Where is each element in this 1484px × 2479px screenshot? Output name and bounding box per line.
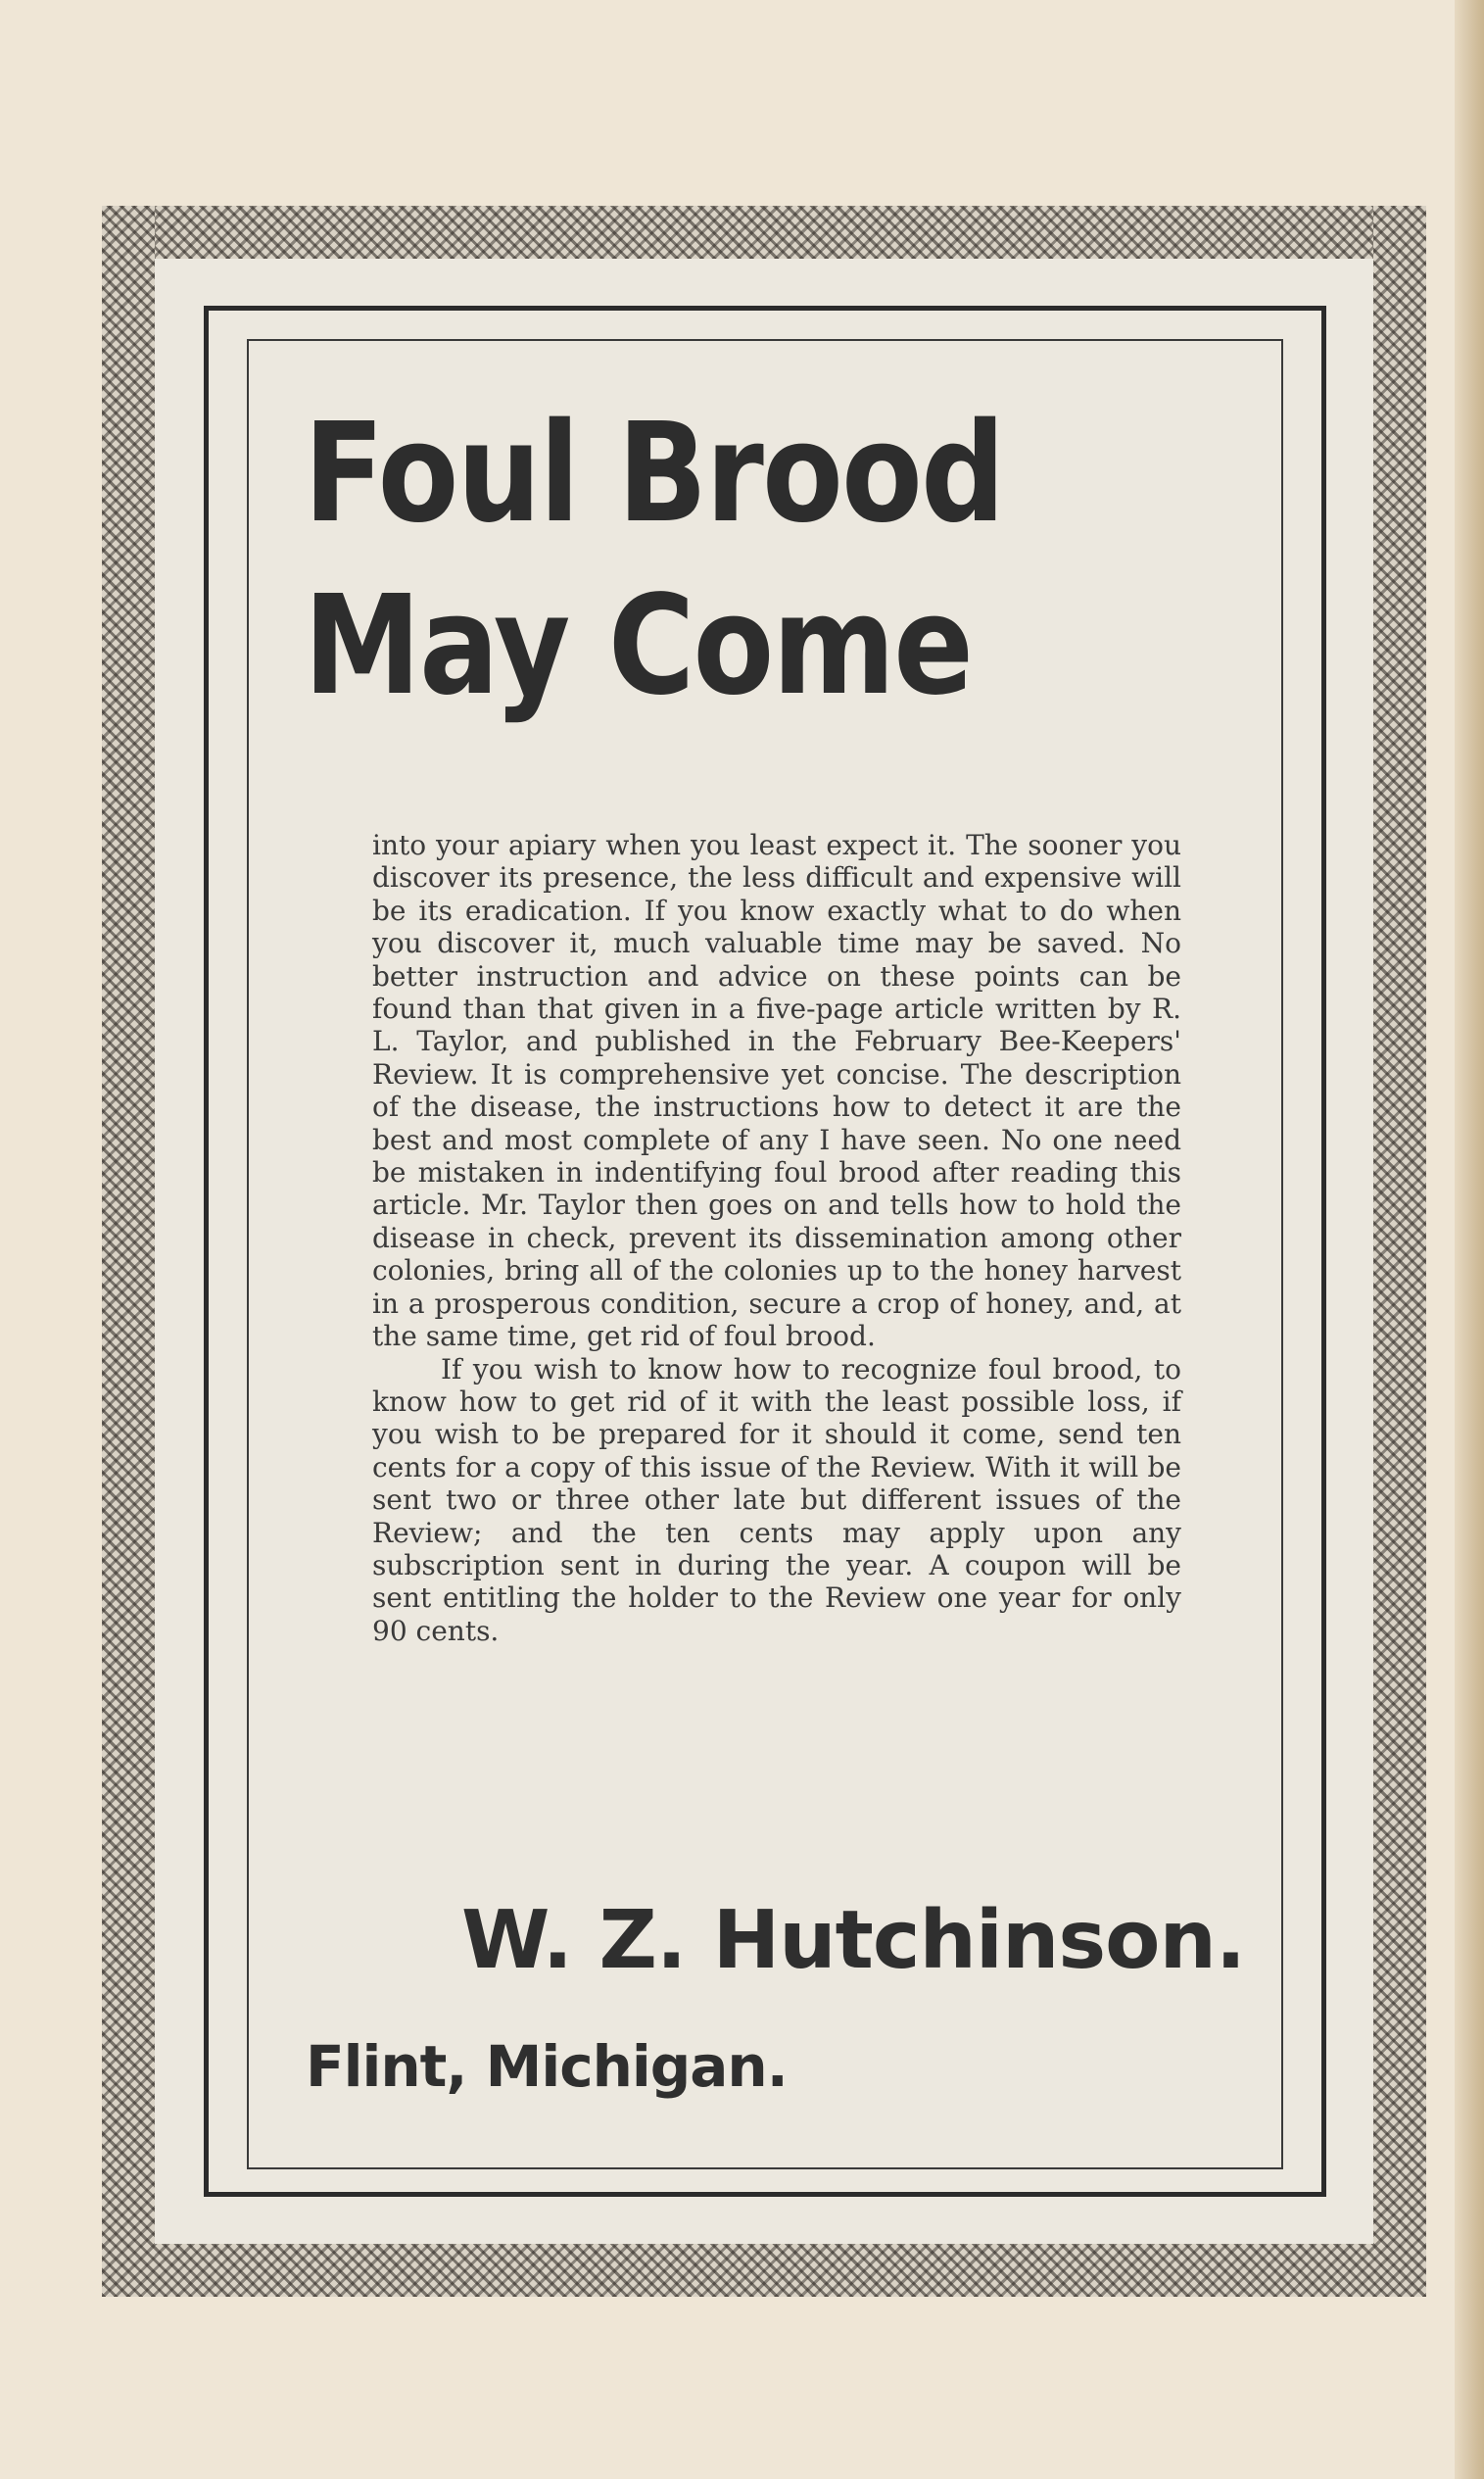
ornamental-border-right	[1373, 206, 1426, 2297]
advertisement-body	[372, 829, 1181, 1647]
body-paragraph-1: into your apiary when you least expect it. The sooner you discover its presence, the less difficult and expensive will be its eradication. If you know exactly what to do when you discover it, much valuable time may be saved. No better instruction and advice on these points can be found than that given in a five-page article written by R. L. Taylor, and published in the February Bee-Keepers' Review. It is comprehensive yet concise. The description of the disease, the instructions how to detect it are the best and most complete of any I have seen. No one need be mistaken in indentifying foul brood after reading this article. Mr. Taylor then goes on and tells how to hold the disease in check, prevent its dissemination among other colonies, bring all of the colonies up to the honey harvest in a prosperous condition, secure a crop of honey, and, at the same time, get rid of foul brood.	[372, 829, 1181, 1353]
headline-line-1: Foul Brood	[304, 394, 1004, 554]
body-paragraph-2: If you wish to know how to recognize foul brood, to know how to get rid of it with the least possible loss, if you wish to be prepared for it should it come, send ten cents for a copy of this issue of the Review. With it will be sent two or three other late but different issues of the Review; and the ten cents may apply upon any subscription sent in during the year. A coupon will be sent entitling the holder to the Review one year for only 90 cents.	[372, 1352, 1181, 1647]
signature: W. Z. Hutchinson.	[461, 1894, 1245, 1987]
page-edge-shadow	[1455, 0, 1484, 2479]
ornamental-border-top	[102, 206, 1426, 259]
ornamental-border-left	[102, 206, 155, 2297]
headline-line-2: May Come	[304, 566, 973, 726]
location: Flint, Michigan.	[306, 2033, 788, 2100]
ornamental-border-bottom	[102, 2244, 1426, 2297]
